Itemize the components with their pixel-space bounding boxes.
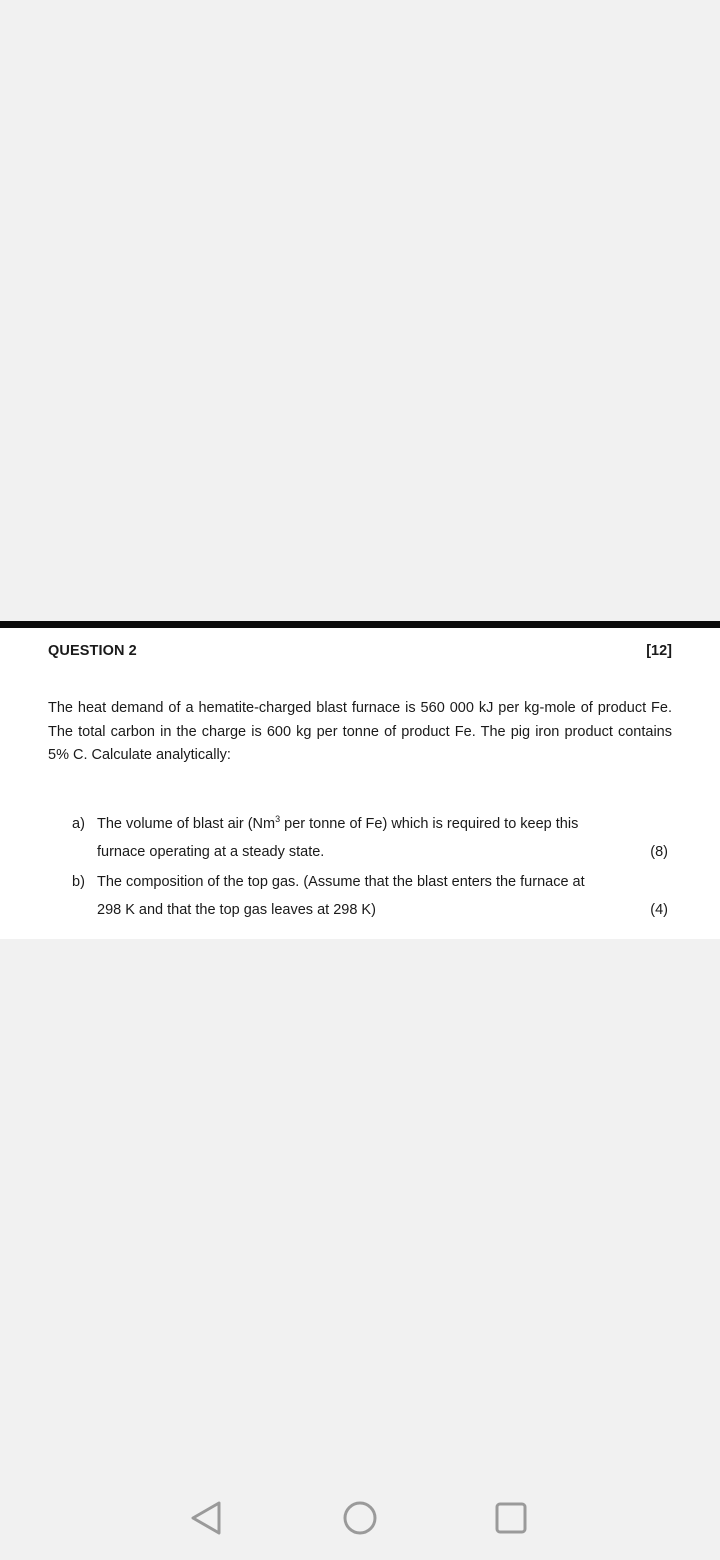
recents-square-icon <box>492 1499 530 1537</box>
item-letter: a) <box>72 816 85 832</box>
question-total-marks: [12] <box>646 643 672 659</box>
back-button[interactable] <box>186 1498 226 1538</box>
system-navigation-bar <box>0 1490 720 1546</box>
item-text-line1: The composition of the top gas. (Assume that the blast enters the furnace at <box>97 874 585 890</box>
page-edge-rule <box>0 621 720 628</box>
item-text-line2: 298 K and that the top gas leaves at 298 K) <box>97 902 376 918</box>
item-marks: (4) <box>650 902 668 918</box>
item-letter: b) <box>72 874 85 890</box>
question-heading: QUESTION 2 <box>48 643 137 659</box>
item-text-line2: furnace operating at a steady state. <box>97 844 325 860</box>
question-body: The heat demand of a hematite-charged blast furnace is 560 000 kJ per kg-mole of product Fe. The total carbon in the charge is 600 kg per tonne of product Fe. The pig iron product contains 5% C. Calculate analytically: <box>48 700 672 763</box>
item-marks: (8) <box>650 844 668 860</box>
item-text-line1: The volume of blast air (Nm$^3$ per tonne of Fe) which is required to keep this <box>97 814 579 832</box>
home-circle-icon <box>341 1499 379 1537</box>
recents-button[interactable] <box>491 1498 531 1538</box>
list-item <box>72 810 672 866</box>
list-item <box>72 868 672 924</box>
back-triangle-icon <box>189 1499 223 1537</box>
home-button[interactable] <box>340 1498 380 1538</box>
question-image <box>0 621 720 939</box>
